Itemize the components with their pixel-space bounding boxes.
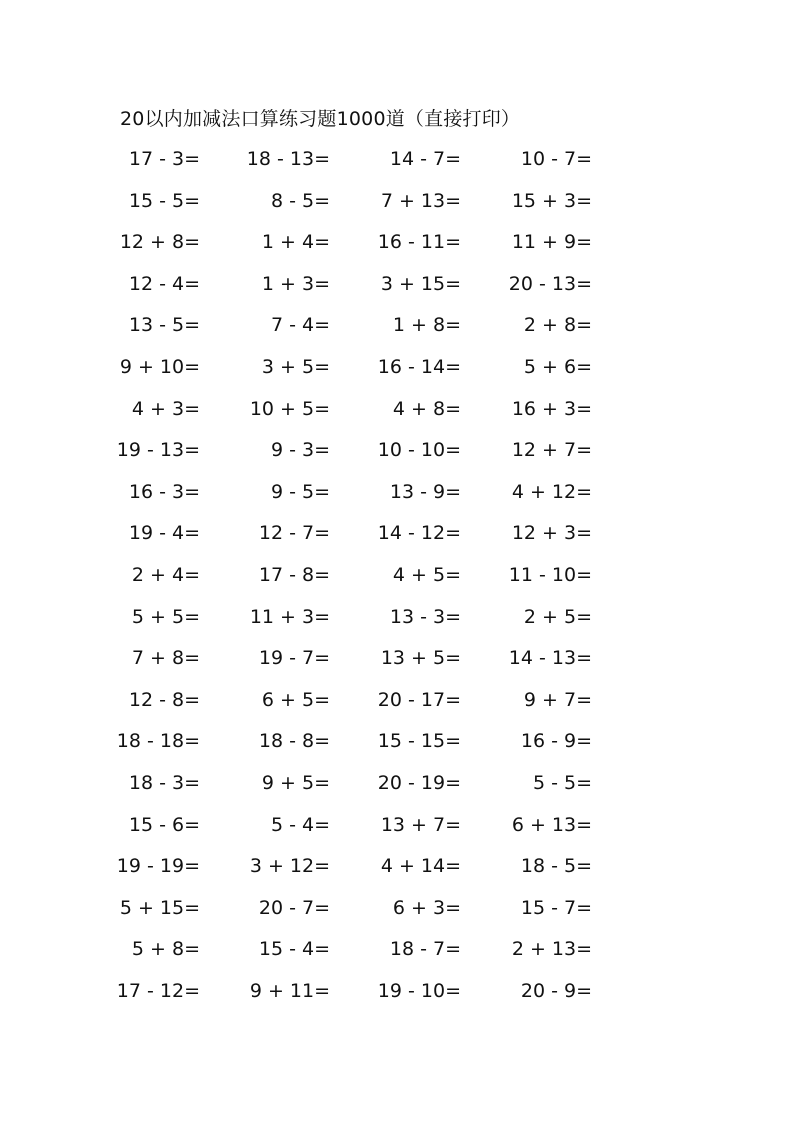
arithmetic-problem: 18 - 8= <box>258 730 330 752</box>
arithmetic-problem: 16 - 11= <box>377 231 461 253</box>
arithmetic-problem: 1 + 4= <box>261 231 330 253</box>
arithmetic-problem: 18 - 7= <box>389 938 461 960</box>
arithmetic-problem: 3 + 12= <box>249 855 330 877</box>
arithmetic-problem: 7 + 8= <box>131 647 200 669</box>
arithmetic-problem: 7 + 13= <box>380 190 461 212</box>
page-title: 20以内加减法口算练习题1000道（直接打印） <box>120 108 521 130</box>
arithmetic-problem: 15 - 5= <box>128 190 200 212</box>
arithmetic-problem: 10 - 10= <box>377 439 461 461</box>
arithmetic-problem: 18 - 13= <box>246 148 330 170</box>
arithmetic-problem: 18 - 5= <box>520 855 592 877</box>
arithmetic-problem: 3 + 5= <box>261 356 330 378</box>
arithmetic-problem: 13 - 5= <box>128 314 200 336</box>
arithmetic-problem: 20 - 17= <box>377 689 461 711</box>
arithmetic-problem: 12 + 3= <box>511 522 592 544</box>
arithmetic-problem: 16 - 3= <box>128 481 200 503</box>
arithmetic-problem: 15 + 3= <box>511 190 592 212</box>
arithmetic-problem: 10 - 7= <box>520 148 592 170</box>
arithmetic-problem: 2 + 8= <box>523 314 592 336</box>
arithmetic-problem: 13 + 5= <box>380 647 461 669</box>
arithmetic-problem: 19 - 4= <box>128 522 200 544</box>
arithmetic-problem: 17 - 3= <box>128 148 200 170</box>
arithmetic-problem: 13 - 9= <box>389 481 461 503</box>
arithmetic-problem: 9 + 10= <box>119 356 200 378</box>
arithmetic-problem: 8 - 5= <box>270 190 330 212</box>
arithmetic-problem: 9 - 5= <box>270 481 330 503</box>
arithmetic-problem: 5 - 4= <box>270 814 330 836</box>
arithmetic-problem: 9 + 5= <box>261 772 330 794</box>
arithmetic-problem: 15 - 6= <box>128 814 200 836</box>
arithmetic-problem: 9 + 11= <box>249 980 330 1002</box>
arithmetic-problem: 20 - 9= <box>520 980 592 1002</box>
arithmetic-problem: 4 + 8= <box>392 398 461 420</box>
arithmetic-problem: 5 + 6= <box>523 356 592 378</box>
arithmetic-problem: 4 + 12= <box>511 481 592 503</box>
arithmetic-problem: 15 - 4= <box>258 938 330 960</box>
arithmetic-problem: 11 - 10= <box>508 564 592 586</box>
arithmetic-problem: 5 - 5= <box>532 772 592 794</box>
arithmetic-problem: 18 - 18= <box>116 730 200 752</box>
arithmetic-problem: 12 - 7= <box>258 522 330 544</box>
arithmetic-problem: 6 + 5= <box>261 689 330 711</box>
arithmetic-problem: 20 - 19= <box>377 772 461 794</box>
arithmetic-problem: 20 - 7= <box>258 897 330 919</box>
arithmetic-problem: 20 - 13= <box>508 273 592 295</box>
arithmetic-problem: 16 - 14= <box>377 356 461 378</box>
arithmetic-problem: 14 - 7= <box>389 148 461 170</box>
arithmetic-problem: 7 - 4= <box>270 314 330 336</box>
arithmetic-problem: 19 - 7= <box>258 647 330 669</box>
arithmetic-problem: 4 + 3= <box>131 398 200 420</box>
arithmetic-problem: 2 + 5= <box>523 606 592 628</box>
arithmetic-problem: 14 - 12= <box>377 522 461 544</box>
arithmetic-problem: 5 + 8= <box>131 938 200 960</box>
arithmetic-problem: 19 - 10= <box>377 980 461 1002</box>
arithmetic-problem: 2 + 4= <box>131 564 200 586</box>
arithmetic-problem: 13 + 7= <box>380 814 461 836</box>
arithmetic-problem: 15 - 15= <box>377 730 461 752</box>
arithmetic-problem: 12 - 8= <box>128 689 200 711</box>
arithmetic-problem: 17 - 8= <box>258 564 330 586</box>
arithmetic-problem: 10 + 5= <box>249 398 330 420</box>
arithmetic-problem: 19 - 19= <box>116 855 200 877</box>
arithmetic-problem: 19 - 13= <box>116 439 200 461</box>
arithmetic-problem: 11 + 9= <box>511 231 592 253</box>
arithmetic-problem: 4 + 5= <box>392 564 461 586</box>
arithmetic-problem: 1 + 8= <box>392 314 461 336</box>
arithmetic-problem: 12 + 7= <box>511 439 592 461</box>
arithmetic-problem: 5 + 15= <box>119 897 200 919</box>
arithmetic-problem: 18 - 3= <box>128 772 200 794</box>
arithmetic-problem: 14 - 13= <box>508 647 592 669</box>
arithmetic-problem: 9 - 3= <box>270 439 330 461</box>
arithmetic-problem: 12 + 8= <box>119 231 200 253</box>
arithmetic-problem: 13 - 3= <box>389 606 461 628</box>
arithmetic-problem: 3 + 15= <box>380 273 461 295</box>
arithmetic-problem: 6 + 3= <box>392 897 461 919</box>
arithmetic-problem: 1 + 3= <box>261 273 330 295</box>
arithmetic-problem: 11 + 3= <box>249 606 330 628</box>
arithmetic-problem: 16 + 3= <box>511 398 592 420</box>
arithmetic-problem: 9 + 7= <box>523 689 592 711</box>
arithmetic-problem: 17 - 12= <box>116 980 200 1002</box>
arithmetic-problem: 2 + 13= <box>511 938 592 960</box>
arithmetic-problem: 4 + 14= <box>380 855 461 877</box>
arithmetic-problem: 16 - 9= <box>520 730 592 752</box>
arithmetic-problem: 12 - 4= <box>128 273 200 295</box>
arithmetic-problem: 15 - 7= <box>520 897 592 919</box>
arithmetic-problem: 6 + 13= <box>511 814 592 836</box>
arithmetic-problem: 5 + 5= <box>131 606 200 628</box>
